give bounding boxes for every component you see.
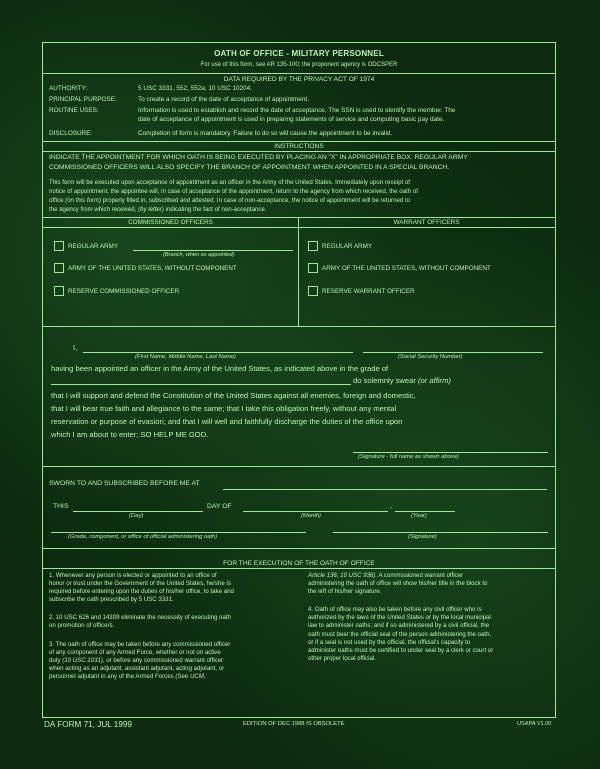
reserve-warrant-label: RESERVE WARRANT OFFICER xyxy=(322,288,415,295)
execution-left-line: subscribe the oath prescribed by 5 USC 3331. xyxy=(49,596,174,604)
form-subtitle: For use of this form, see AR 135-100; the proponent agency is ODCSPER xyxy=(200,62,398,68)
oath-line-2 xyxy=(353,375,451,386)
version-note: USAPA V1.00 xyxy=(517,721,552,727)
official-signature-hint: (Signature) xyxy=(408,534,437,540)
execution-left-italic: (See UCM, xyxy=(175,672,206,680)
execution-right-line: administer oaths must be certified to under seal by a clerk or court or xyxy=(308,646,494,654)
authority-label: AUTHORITY: xyxy=(49,85,88,92)
execution-left-fragment: , or before any commissioned warrant officer xyxy=(102,656,224,664)
instructions-body-4b: (by letter) xyxy=(138,206,164,213)
aus-warrant-checkbox[interactable] xyxy=(308,263,318,273)
reserve-commissioned-label: RESERVE COMMISSIONED OFFICER xyxy=(68,288,180,295)
execution-left-line: 1. Whenever any person is elected or appointed to an office of xyxy=(49,572,217,579)
execution-left-fragment: duty xyxy=(49,656,61,664)
disclosure-label: DISCLOSURE: xyxy=(49,130,93,137)
execution-left-line: required before entering upon the duties of his/her office, to take and xyxy=(49,588,234,596)
commissioned-header: COMMISSIONED OFFICERS xyxy=(128,219,213,226)
execution-right-line: 4. Oath of office may also be taken before any civil officer who is xyxy=(308,606,482,614)
execution-right-line: administering the oath of office will show his/her title in the block to xyxy=(308,580,488,588)
instructions-body-3c: properly filled in, subscribed and attested. In case of non-acceptance, the notice of appointment will be returned to xyxy=(102,197,411,204)
execution-right-line: other proper local official. xyxy=(308,654,376,662)
year-hint: (Year) xyxy=(411,513,427,519)
oath-line-6: which I am about to enter; SO HELP ME GOD. xyxy=(51,430,209,439)
execution-right-line: or if a seal is not used by the official, the official's capacity to xyxy=(308,638,471,646)
disclosure-text: Completion of form is mandatory. Failure to do so will cause the appointment to be invalid. xyxy=(138,130,393,137)
sworn-this: THIS xyxy=(53,503,69,510)
instructions-caps-1: INDICATE THE APPOINTMENT FOR WHICH OATH IS BEING EXECUTED BY PLACING AN "X" IN APPROPRIATE BOX. REGULAR ARMY xyxy=(49,154,468,161)
official-input[interactable] xyxy=(51,532,306,533)
regular-army-warrant-checkbox[interactable] xyxy=(308,241,318,251)
oath-signature-hint: (Signature - full name as shown above) xyxy=(358,454,459,460)
execution-left-line xyxy=(49,657,299,665)
execution-left-line xyxy=(49,673,299,681)
execution-left-line: 2. 10 USC 626 and 14309 eliminate the necessity of executing oath xyxy=(49,614,231,622)
execution-right-fragment: A commissioned warrant officer xyxy=(378,572,464,579)
instructions-body-2: notice of appointment, the appointee will, in case of acceptance of the appointment, return to the agency from which received, the oath of xyxy=(49,188,418,195)
official-hint: (Grade, component, or office of official administering oath) xyxy=(68,534,218,540)
oath-line-2b: (or affirm) xyxy=(418,376,451,385)
branch-hint: (Branch, when so appointed) xyxy=(163,252,235,258)
execution-right-column xyxy=(308,572,553,663)
authority-text: 5 USC 3331, 552, 552a; 10 USC 10204. xyxy=(138,85,253,92)
form-title: OATH OF OFFICE - MILITARY PERSONNEL xyxy=(214,49,384,58)
year-input[interactable] xyxy=(395,511,455,512)
sworn-comma: , xyxy=(390,503,392,510)
aus-commissioned-checkbox[interactable] xyxy=(54,263,64,273)
oath-i: I, xyxy=(73,343,78,352)
official-signature-input[interactable] xyxy=(333,532,548,533)
oath-line-2a: do solemnly swear xyxy=(353,376,416,385)
edition-note: EDITION OF DEC 1988 IS OBSOLETE xyxy=(243,721,345,727)
instructions-body-4a: the agency from which received, xyxy=(49,206,137,213)
column-divider xyxy=(298,217,299,326)
execution-left-fragment: personnel adjutant in any of the Armed Forces xyxy=(49,672,174,680)
reserve-warrant-checkbox[interactable] xyxy=(308,286,318,296)
oath-signature-input[interactable] xyxy=(353,452,548,453)
instructions-body-4c: indicating the fact of non-acceptance. xyxy=(165,206,267,213)
execution-left-column xyxy=(49,572,299,681)
routine-text-1: Information is used to establish and record the date of acceptance. The SSN is used to identify the member. The xyxy=(138,107,456,114)
execution-right-line: oath must bear the official seal of the person administering the oath, xyxy=(308,630,492,638)
routine-label: ROUTINE USES: xyxy=(49,107,99,114)
execution-left-line: 3. The oath of office may be taken before any commissioned officer xyxy=(49,640,231,648)
execution-right-line: the left of his/her signature. xyxy=(308,588,382,596)
sworn-day-of: DAY OF xyxy=(207,503,232,510)
reserve-commissioned-checkbox[interactable] xyxy=(54,286,64,296)
privacy-header: DATA REQUIRED BY THE PRIVACY ACT OF 1974 xyxy=(223,76,375,83)
day-hint: (Day) xyxy=(129,513,144,519)
sworn-location-input[interactable] xyxy=(223,489,547,490)
purpose-text: To create a record of the date of acceptance of appointment. xyxy=(138,96,309,103)
execution-right-line xyxy=(308,572,553,580)
ssn-hint: (Social Security Number) xyxy=(398,354,463,360)
grade-input[interactable] xyxy=(51,384,351,385)
month-input[interactable] xyxy=(243,511,388,512)
oath-line-4: that I will bear true faith and allegiance to the same; that I take this obligation freely, without any mental xyxy=(51,404,397,413)
day-input[interactable] xyxy=(73,511,203,512)
execution-left-line: when acting as an adjutant, assistant adjutant, acting adjutant, or xyxy=(49,664,225,672)
regular-army-commissioned-label: REGULAR ARMY xyxy=(68,243,119,250)
execution-right-italic: Article 136; 10 USC 936). xyxy=(308,572,378,579)
name-hint: (First Name, Middle Name, Last Name) xyxy=(135,354,236,360)
instructions-body-4 xyxy=(49,206,267,215)
oath-line-1: having been appointed an officer in the Army of the United States, as indicated above in the grade of xyxy=(51,364,389,373)
branch-input[interactable] xyxy=(133,250,293,251)
oath-form xyxy=(42,42,556,718)
instructions-caps-2: COMMISSIONED OFFICERS WILL ALSO SPECIFY THE BRANCH OF APPOINTMENT WHEN APPOINTED IN A SPECIAL BRANCH. xyxy=(49,164,450,171)
routine-text-2: date of acceptance of appointment is used in preparing statements of service and computing basic pay date. xyxy=(138,116,445,123)
instructions-body-3a: office xyxy=(49,197,64,204)
aus-warrant-label: ARMY OF THE UNITED STATES, WITHOUT COMPONENT xyxy=(322,265,491,272)
oath-line-3: that I will support and defend the Constitution of the United States against all enemies, foreign and domestic, xyxy=(51,391,416,400)
warrant-header: WARRANT OFFICERS xyxy=(393,219,460,226)
name-input[interactable] xyxy=(83,352,353,353)
execution-left-line: honor or trust under the Government of the United States, he/she is xyxy=(49,580,231,588)
instructions-header: INSTRUCTIONS xyxy=(274,143,324,150)
execution-left-italic: (10 USC 1031) xyxy=(62,656,103,664)
execution-right-line: authorized by the laws of the United States or by the local municipal xyxy=(308,614,491,622)
instructions-body-3b: (on this form) xyxy=(65,197,102,204)
form-id: DA FORM 71, JUL 1999 xyxy=(44,720,132,729)
execution-header: FOR THE EXECUTION OF THE OATH OF OFFICE xyxy=(223,560,375,567)
instructions-body-1: This form will be executed upon acceptance of appointment as an officer in the Army of the United States. Immediately upon receipt of xyxy=(49,179,410,186)
regular-army-commissioned-checkbox[interactable] xyxy=(54,241,64,251)
execution-left-line: of any component of any Armed Force, whether or not on active xyxy=(49,648,221,656)
execution-left-line: on promotion of officers. xyxy=(49,622,115,630)
ssn-input[interactable] xyxy=(363,352,543,353)
execution-right-line: law to administer oaths; and if so administered by a civil official, the xyxy=(308,622,490,630)
sworn-header: SWORN TO AND SUBSCRIBED BEFORE ME AT xyxy=(49,480,200,487)
month-hint: (Month) xyxy=(301,513,321,519)
aus-commissioned-label: ARMY OF THE UNITED STATES, WITHOUT COMPONENT xyxy=(68,265,237,272)
regular-army-warrant-label: REGULAR ARMY xyxy=(322,243,373,250)
purpose-label: PRINCIPAL PURPOSE: xyxy=(49,96,117,103)
instructions-body-3 xyxy=(49,197,410,206)
oath-line-5: reservation or purpose of evasion; and that I will well and faithfully discharge the duties of the office upon xyxy=(51,417,403,426)
